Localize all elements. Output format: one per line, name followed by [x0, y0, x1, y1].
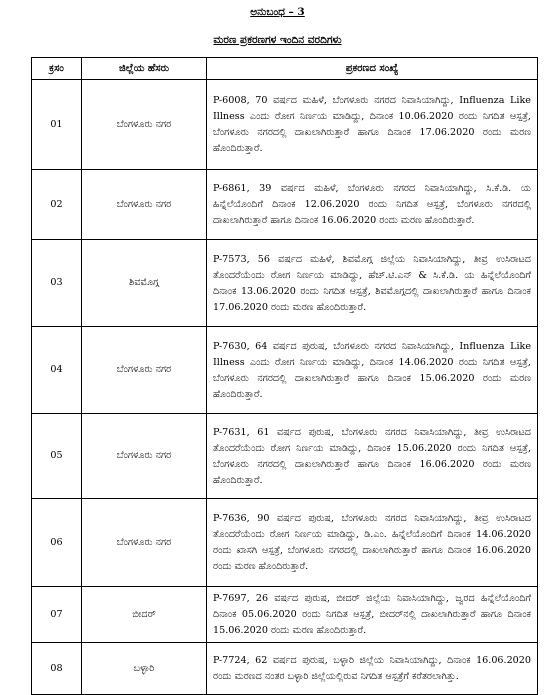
header-district-name: ಜಿಲ್ಲೆಯ ಹೆಸರು: [82, 58, 207, 80]
serial-cell: 05: [32, 414, 82, 499]
serial-cell: 04: [32, 327, 82, 414]
table-row: [32, 587, 538, 643]
table-row: [32, 414, 538, 499]
table-row: [32, 643, 538, 695]
district-cell: ಬೀದರ್: [82, 587, 207, 643]
case-details-cell: P-7573, 56 ವರ್ಷದ ಮಹಿಳೆ, ಶಿವಮೊಗ್ಗ ಜಿಲ್ಲೆಯ ನಿವಾಸಿಯಾಗಿದ್ದು, ತೀವ್ರ ಉಸಿರಾಟದ ತೊಂದರೆಯೆಂದು ರೋಗ ನಿರ್ಣಯ ಮಾಡಿದ್ದು, ಹೆಚ್.ಟಿ.ಎನ್ & ಸಿ.ಕೆ.ಡಿ. ಯ ಹಿನ್ನೆಲೆಯೊಂದಿಗೆ ದಿನಾಂಕ 13.06.2020 ರಂದು ನಿಗದಿತ ಆಸ್ಪತ್ರೆ, ಶಿವಮೊಗ್ಗದಲ್ಲಿ ದಾಖಲಾಗಿರುತ್ತಾರೆ ಹಾಗೂ ದಿನಾಂಕ 17.06.2020 ರಂದು ಮರಣ ಹೊಂದಿರುತ್ತಾರೆ.: [207, 240, 538, 327]
serial-cell: 07: [32, 587, 82, 643]
district-cell: ಬೆಂಗಳೂರು ನಗರ: [82, 80, 207, 170]
case-details-cell: P-6861, 39 ವರ್ಷದ ಮಹಿಳೆ, ಬೆಂಗಳೂರು ನಗರದ ನಿವಾಸಿಯಾಗಿದ್ದು, ಸಿ.ಕೆ.ಡಿ. ಯ ಹಿನ್ನೆಲೆಯೊಂದಿಗೆ ದಿನಾಂಕ 12.06.2020 ರಂದು ನಿಗದಿತ ಆಸ್ಪತ್ರೆ, ಬೆಂಗಳೂರು ನಗರದಲ್ಲಿ ದಾಖಲಾಗಿರುತ್ತಾರೆ ಹಾಗೂ ದಿನಾಂಕ 16.06.2020 ರಂದು ಮರಣ ಹೊಂದಿರುತ್ತಾರೆ.: [207, 170, 538, 240]
case-details-cell: P-7697, 26 ವರ್ಷದ ಪುರುಷ, ಬೀದರ್ ಜಿಲ್ಲೆಯ ನಿವಾಸಿಯಾಗಿದ್ದು, ಜ್ವರದ ಹಿನ್ನೆಲೆಯೊಂದಿಗೆ ದಿನಾಂಕ 05.06.2020 ರಂದು ನಿಗದಿತ ಆಸ್ಪತ್ರೆ, ಬೀದರ್‌ನಲ್ಲಿ ದಾಖಲಾಗಿರುತ್ತಾರೆ ಹಾಗೂ ದಿನಾಂಕ 15.06.2020 ರಂದು ಮರಣ ಹೊಂದಿರುತ್ತಾರೆ.: [207, 587, 538, 643]
serial-cell: 08: [32, 643, 82, 695]
report-subheading: ಮರಣ ಪ್ರಕರಣಗಳ ಇಂದಿನ ವರದಿಗಳು: [213, 34, 342, 46]
case-details-cell: P-7630, 64 ವರ್ಷದ ಪುರುಷ, ಬೆಂಗಳೂರು ನಗರದ ನಿವಾಸಿಯಾಗಿದ್ದು, Influenza Like Illness ಎಂದು ರೋಗ ನಿರ್ಣಯ ಮಾಡಿದ್ದು, ದಿನಾಂಕ 14.06.2020 ರಂದು ನಿಗದಿತ ಆಸ್ಪತ್ರೆ, ಬೆಂಗಳೂರು ನಗರದಲ್ಲಿ ದಾಖಲಾಗಿರುತ್ತಾರೆ ಹಾಗೂ ದಿನಾಂಕ 15.06.2020 ರಂದು ಮರಣ ಹೊಂದಿರುತ್ತಾರೆ.: [207, 327, 538, 414]
district-cell: ಶಿವಮೊಗ್ಗ: [82, 240, 207, 327]
table-row: [32, 499, 538, 587]
table-row: [32, 170, 538, 240]
case-details-cell: P-7636, 90 ವರ್ಷದ ಪುರುಷ, ಬೆಂಗಳೂರು ನಗರದ ನಿವಾಸಿಯಾಗಿದ್ದು, ತೀವ್ರ ಉಸಿರಾಟದ ತೊಂದರೆಯೆಂದು ರೋಗ ನಿರ್ಣಯ ಮಾಡಿದ್ದು, ಡಿ.ಎಂ. ಹಿನ್ನೆಲೆಯೊಂದಿಗೆ ದಿನಾಂಕ 14.06.2020 ರಂದು ಖಾಸಗಿ ಆಸ್ಪತ್ರೆ, ಬೆಂಗಳೂರು ನಗರದಲ್ಲಿ ದಾಖಲಾಗಿರುತ್ತಾರೆ ಹಾಗೂ ದಿನಾಂಕ 16.06.2020 ರಂದು ಮರಣ ಹೊಂದಿರುತ್ತಾರೆ.: [207, 499, 538, 587]
serial-cell: 02: [32, 170, 82, 240]
table-row: [32, 80, 538, 170]
serial-cell: 06: [32, 499, 82, 587]
district-cell: ಬೆಂಗಳೂರು ನಗರ: [82, 499, 207, 587]
serial-cell: 03: [32, 240, 82, 327]
table-row: [32, 240, 538, 327]
table-row: [32, 327, 538, 414]
district-cell: ಬೆಂಗಳೂರು ನಗರ: [82, 170, 207, 240]
serial-cell: 01: [32, 80, 82, 170]
death-cases-table: [31, 57, 538, 695]
district-cell: ಬೆಂಗಳೂರು ನಗರ: [82, 327, 207, 414]
case-details-cell: P-6008, 70 ವರ್ಷದ ಮಹಿಳೆ, ಬೆಂಗಳೂರು ನಗರದ ನಿವಾಸಿಯಾಗಿದ್ದು, Influenza Like Illness ಎಂದು ರೋಗ ನಿರ್ಣಯ ಮಾಡಿದ್ದು, ದಿನಾಂಕ 10.06.2020 ರಂದು ನಿಗದಿತ ಆಸ್ಪತ್ರೆ, ಬೆಂಗಳೂರು ನಗರದಲ್ಲಿ ದಾಖಲಾಗಿರುತ್ತಾರೆ ಹಾಗೂ ದಿನಾಂಕ 17.06.2020 ರಂದು ಮರಣ ಹೊಂದಿರುತ್ತಾರೆ.: [207, 80, 538, 170]
case-details-cell: P-7724, 62 ವರ್ಷದ ಪುರುಷ, ಬಳ್ಳಾರಿ ಜಿಲ್ಲೆಯ ನಿವಾಸಿಯಾಗಿದ್ದು, ದಿನಾಂಕ 16.06.2020 ರಂದು ಮರಣದ ನಂತರ ಬಳ್ಳಾರಿ ಜಿಲ್ಲೆಯಲ್ಲಿರುವ ನಿಗದಿತ ಆಸ್ಪತ್ರೆಗೆ ಕರೆತರಲಾಗಿತ್ತು.: [207, 643, 538, 695]
annexure-heading: ಅನುಬಂಧ – 3: [250, 6, 305, 18]
district-cell: ಬೆಂಗಳೂರು ನಗರ: [82, 414, 207, 499]
table-header-row: [32, 58, 538, 80]
case-details-cell: P-7631, 61 ವರ್ಷದ ಪುರುಷ, ಬೆಂಗಳೂರು ನಗರದ ನಿವಾಸಿಯಾಗಿದ್ದು, ತೀವ್ರ ಉಸಿರಾಟದ ತೊಂದರೆಯೆಂದು ರೋಗ ನಿರ್ಣಯ ಮಾಡಿದ್ದು, ದಿನಾಂಕ 15.06.2020 ರಂದು ನಿಗದಿತ ಆಸ್ಪತ್ರೆ, ಬೆಂಗಳೂರು ನಗರದಲ್ಲಿ ದಾಖಲಾಗಿರುತ್ತಾರೆ ಹಾಗೂ ದಿನಾಂಕ 16.06.2020 ರಂದು ಮರಣ ಹೊಂದಿರುತ್ತಾರೆ.: [207, 414, 538, 499]
district-cell: ಬಳ್ಳಾರಿ: [82, 643, 207, 695]
header-case-details: ಪ್ರಕರಣದ ಸಂಖ್ಯೆ: [207, 58, 538, 80]
header-serial-no: ಕ್ರಸಂ: [32, 58, 82, 80]
